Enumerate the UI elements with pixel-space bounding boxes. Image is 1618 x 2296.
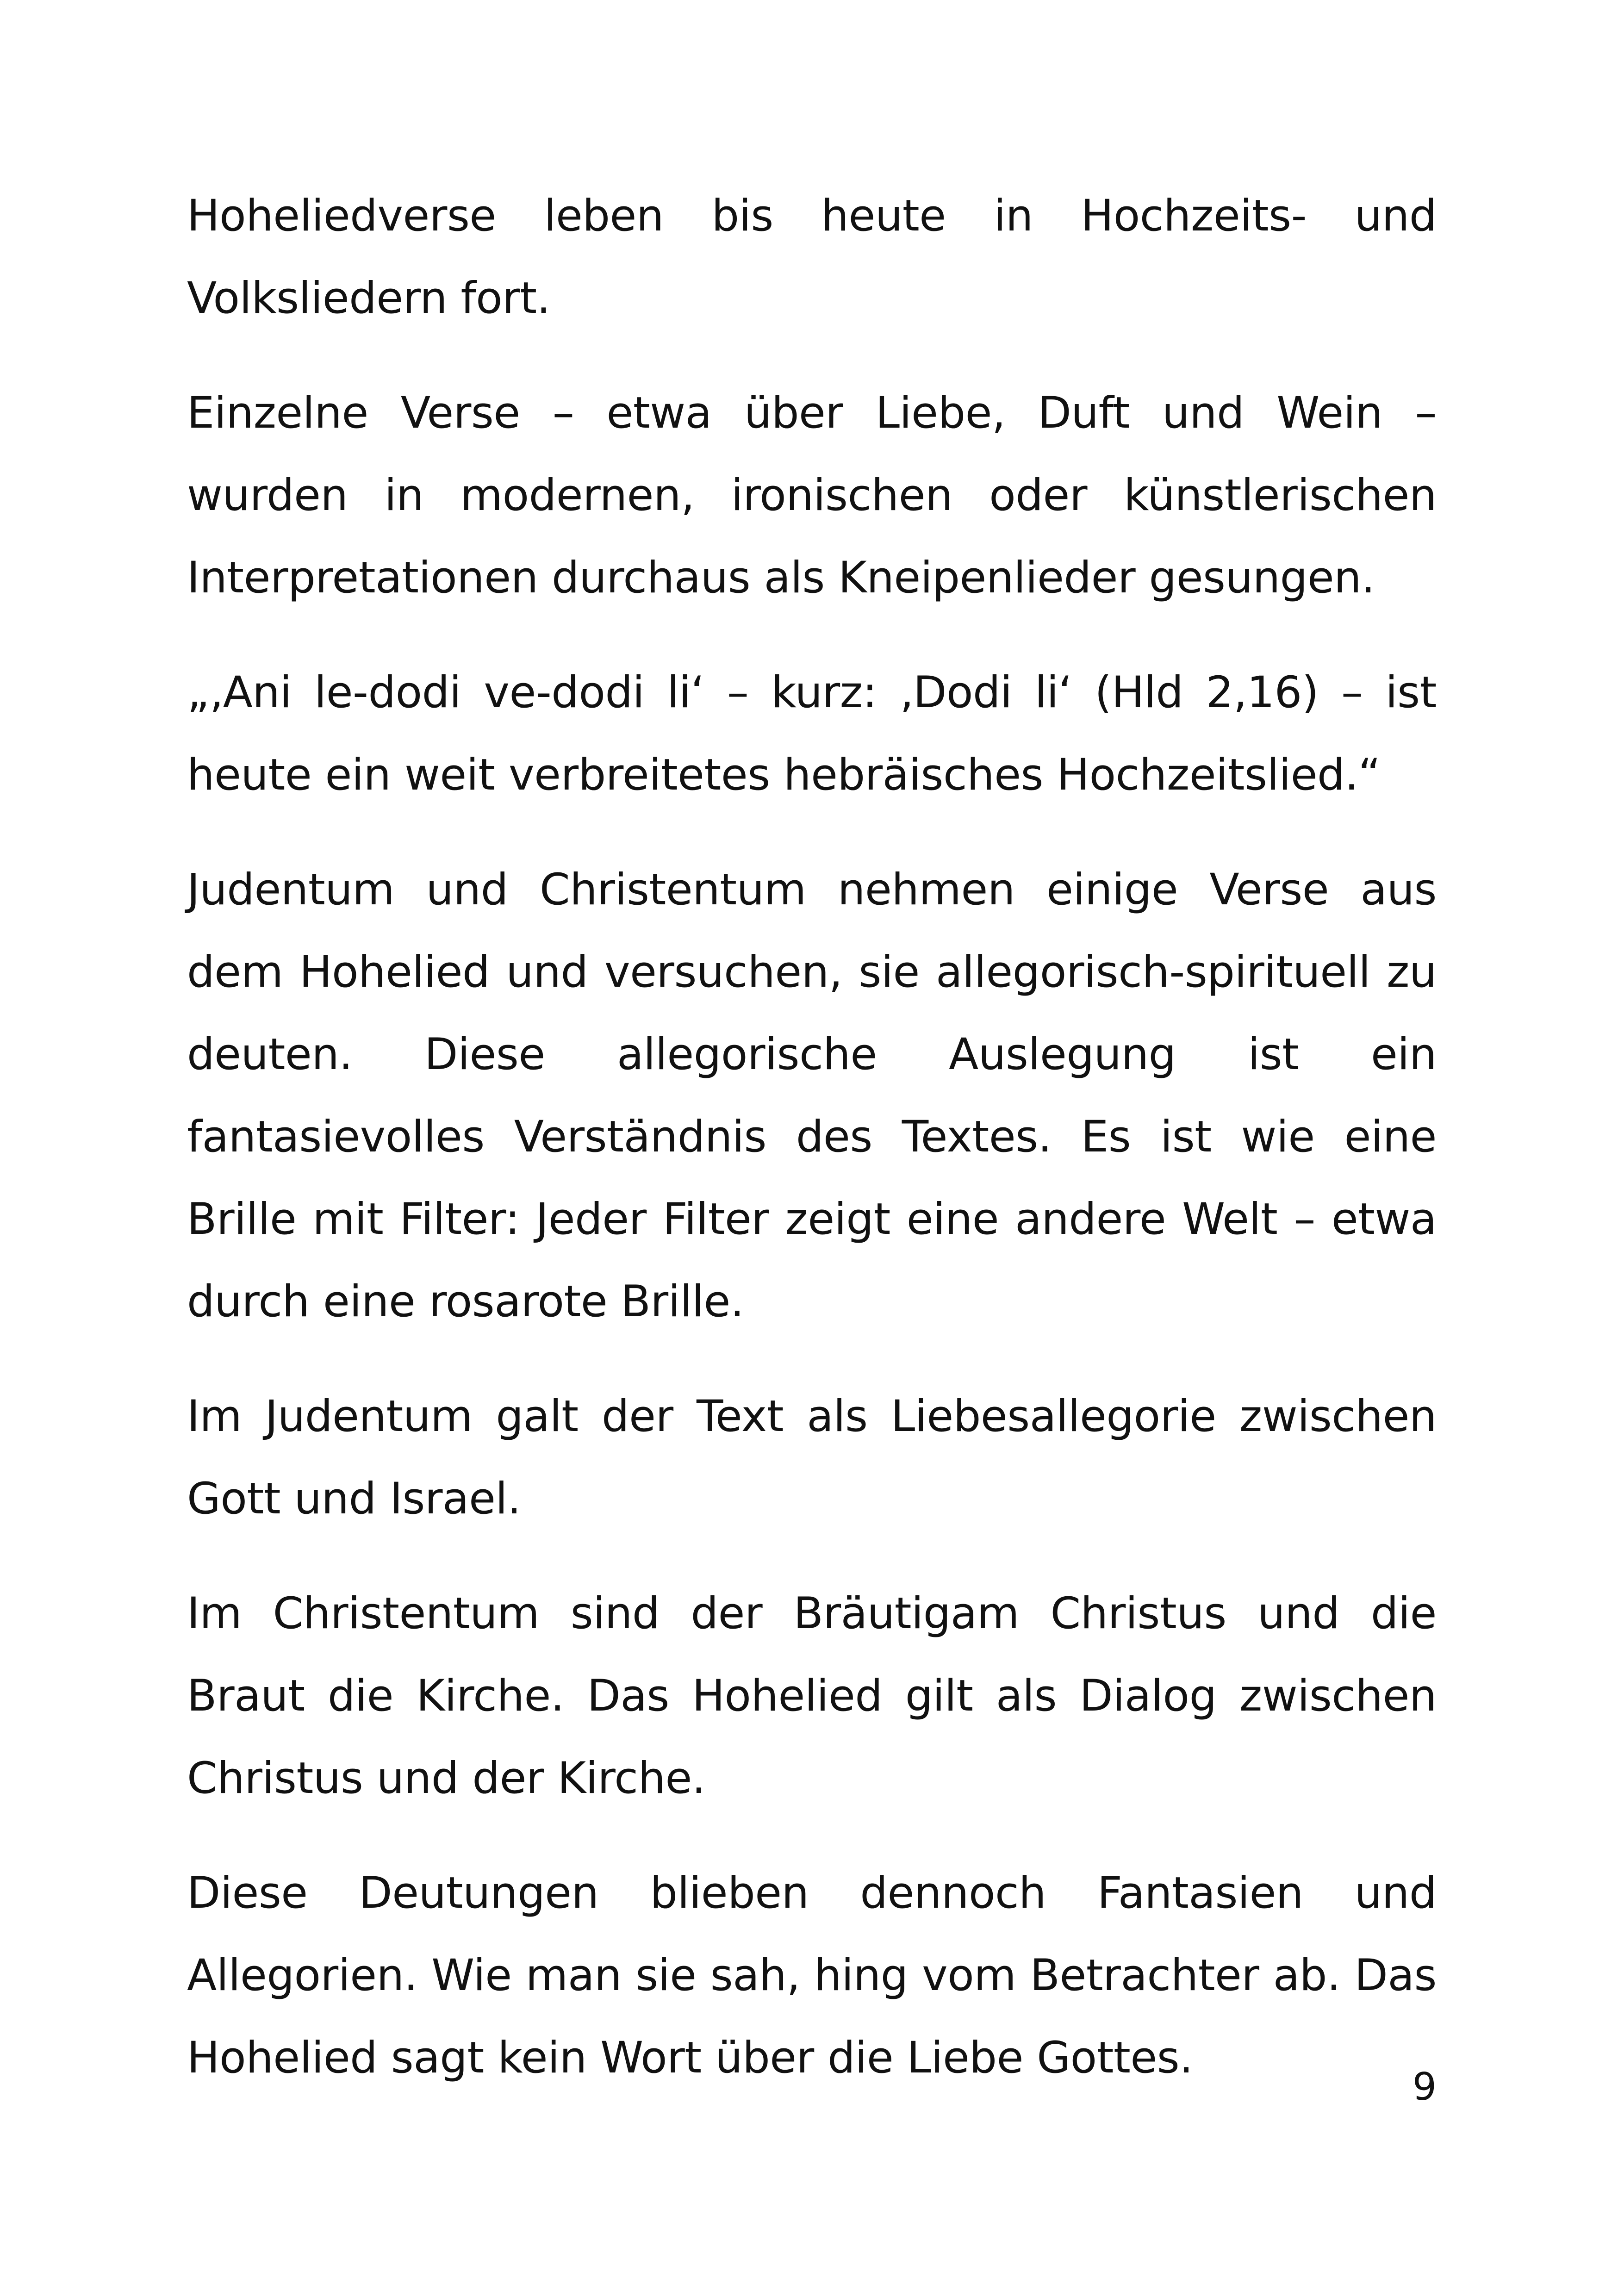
body-text [187,175,1437,2132]
paragraph-7: Diese Deutungen blieben dennoch Fantasien und Allegorien. Wie man sie sah, hing vom Betrachter ab. Das Hohelied sagt kein Wort über die Liebe Gottes. [187,1868,1437,2083]
paragraph-5: Im Judentum galt der Text als Liebesallegorie zwischen Gott und Israel. [187,1391,1437,1524]
paragraph-6: Im Christentum sind der Bräutigam Christus und die Braut die Kirche. Das Hohelied gilt als Dialog zwischen Christus und der Kirche. [187,1588,1437,1804]
paragraph-1: Hoheliedverse leben bis heute in Hochzeits- und Volksliedern fort. [187,191,1437,324]
paragraph-4: Judentum und Christentum nehmen einige Verse aus dem Hohelied und versuchen, sie allegorisch-spirituell zu deuten. Diese allegorische Auslegung ist ein fantasievolles Verständnis des Textes. Es ist wie eine Brille mit Filter: Jeder Filter zeigt eine andere Welt – etwa durch eine rosarote Brille. [187,865,1437,1327]
paragraph-3-quote: „‚Ani le-dodi ve-dodi li‘ – kurz: ‚Dodi li‘ (Hld 2,16) – ist heute ein weit verbreitetes hebräisches Hochzeitslied.“ [187,667,1437,800]
paragraph-2: Einzelne Verse – etwa über Liebe, Duft und Wein – wurden in modernen, ironischen oder künstlerischen Interpretationen durchaus als Kneipenlieder gesungen. [187,388,1437,603]
page-number: 9 [1412,2065,1437,2109]
